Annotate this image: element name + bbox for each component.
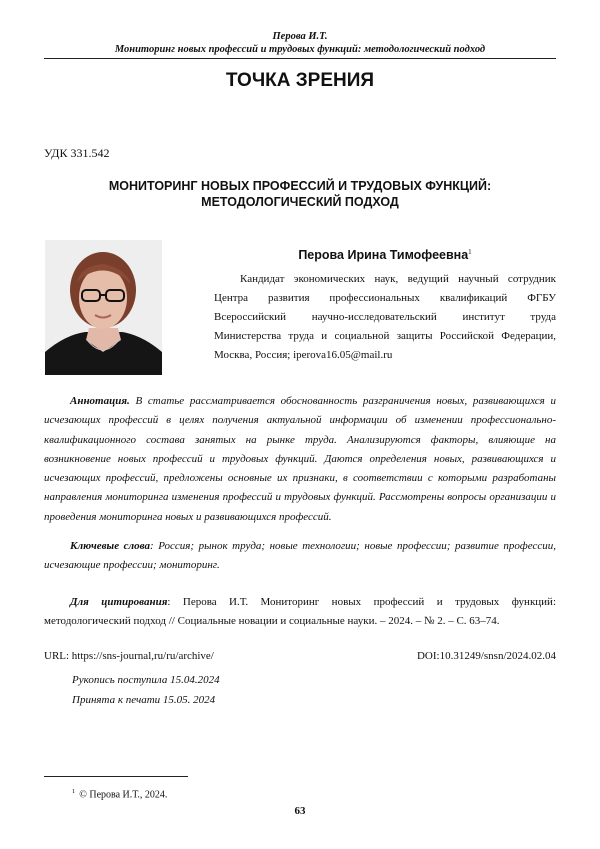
running-header-title: Мониторинг новых профессий и трудовых функций: методологический подход <box>114 44 486 55</box>
author-footnote-mark: 1 <box>468 248 472 256</box>
author-photo <box>45 240 162 375</box>
author-name <box>214 248 556 262</box>
author-affiliation: Кандидат экономических наук, ведущий научный сотрудник Центра развития профессиональных квалификаций ФГБУ Всероссийский научно-исследовательский институт труда Министерства труда и социальной защиты Российской Федерации, Москва, Россия; iperova16.05@mail.ru <box>214 273 556 361</box>
article-title <box>70 178 530 210</box>
accepted-date: Принята к печати 15.05. 2024 <box>72 694 216 706</box>
abstract-label: Аннотация. <box>70 395 130 407</box>
keywords-text: Россия; рынок труда; новые технологии; новые профессии; развитие профессии, исчезающие профессии; мониторинг. <box>44 540 556 572</box>
citation-text: Перова И.Т. Мониторинг новых профессий и трудовых функций: методологический подход // Социальные новации и социальные науки. – 2024. – № 2. – С. 63–74. <box>44 596 557 628</box>
header-divider <box>44 58 556 59</box>
running-header <box>44 30 556 56</box>
author-portrait-image <box>45 240 162 375</box>
article-title-line-2: МЕТОДОЛОГИЧЕСКИЙ ПОДХОД <box>201 195 399 209</box>
footnote-mark: 1 <box>72 788 76 795</box>
section-heading: ТОЧКА ЗРЕНИЯ <box>225 70 375 91</box>
citation-label: Для цитирования <box>70 596 168 608</box>
citation: Для цитирования: Перова И.Т. Мониторинг новых профессий и трудовых функций: методологический подход // Социальные новации и социальные науки. – 2024. – № 2. – С. 63–74. <box>44 596 557 628</box>
running-header-author: Перова И.Т. <box>272 31 328 42</box>
footnote <box>72 788 167 800</box>
keywords-label: Ключевые слова <box>70 540 150 552</box>
article-title-line-1: МОНИТОРИНГ НОВЫХ ПРОФЕССИЙ И ТРУДОВЫХ ФУНКЦИЙ: <box>108 179 492 193</box>
author-name-text: Перова Ирина Тимофеевна <box>298 248 469 263</box>
udk-code: УДК 331.542 <box>44 146 110 160</box>
journal-url: URL: https://sns-journal,ru/ru/archive/ <box>44 650 214 662</box>
keywords: Ключевые слова: Россия; рынок труда; новые технологии; новые профессии; развитие профессии, исчезающие профессии; мониторинг. <box>44 540 556 572</box>
received-date: Рукопись поступила 15.04.2024 <box>72 674 220 686</box>
footnote-divider <box>44 776 188 777</box>
manuscript-dates <box>72 670 220 710</box>
abstract-text: В статье рассматривается обоснованность разграничения новых, развивающихся и исчезающих профессий в целях получения актуальной информации об изменении профессионально-квалификационного состава занятых на рынке труда. Анализируются факторы, влияющие на возникновение новых профессий и трудовых функций. Даются определения новых, развивающихся и исчезающих профессий, предложены основные их признаки, в соответствии с которыми разработаны направления мониторинга изменения профессий и трудовых функций. Рассмотрены вопросы организации и проведения мониторинга новых и развивающихся профессий. <box>44 395 556 523</box>
doi: DOI:10.31249/snsn/2024.02.04 <box>416 650 556 662</box>
page-number: 63 <box>294 805 306 817</box>
abstract <box>44 392 556 527</box>
footnote-text: © Перова И.Т., 2024. <box>79 789 168 801</box>
